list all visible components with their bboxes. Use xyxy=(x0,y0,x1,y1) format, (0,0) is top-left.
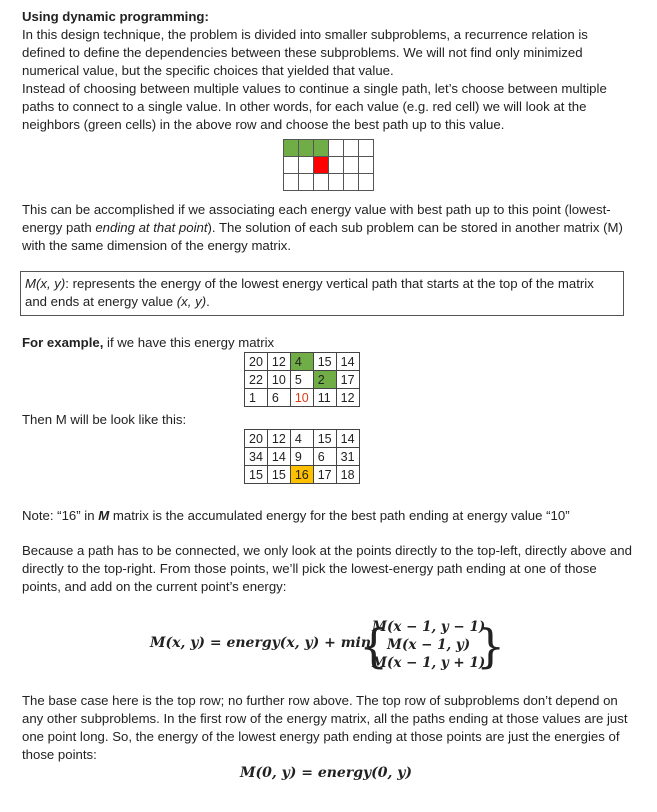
m-cell: 16 xyxy=(290,466,313,484)
definition-end: . xyxy=(206,294,210,309)
energy-cell: 6 xyxy=(267,389,290,407)
intro-paragraph xyxy=(22,26,634,134)
target-cell xyxy=(314,157,329,174)
energy-cell: 12 xyxy=(267,353,290,371)
para2-emphasis: ending at that point xyxy=(95,220,208,235)
m-matrix-intro: Then M will be look like this: xyxy=(22,412,187,427)
grid-cell xyxy=(359,174,374,191)
grid-row xyxy=(284,174,374,191)
m-cell: 18 xyxy=(336,466,359,484)
definition-text: : represents the energy of the lowest energy vertical path that starts at the top of the matrix and ends at energy value xyxy=(25,276,594,309)
left-brace: { xyxy=(359,619,389,673)
energy-cell: 10 xyxy=(290,389,313,407)
grid-cell xyxy=(314,174,329,191)
m-cell: 15 xyxy=(313,430,336,448)
neighbor-cell xyxy=(314,140,329,157)
energy-cell: 2 xyxy=(313,371,336,389)
energy-cell: 12 xyxy=(336,389,359,407)
neighbor-cell xyxy=(299,140,314,157)
paragraph-neighbors: Because a path has to be connected, we only look at the points directly to the top-left, directly above and directly to the top-right. From those points, we’ll pick the lowest-energy path ending at one of those points, and add on the current point’s energy: xyxy=(22,543,632,594)
m-cell: 34 xyxy=(245,448,268,466)
para2-text-a: This can be accomplished if we associating each energy value with best path up to this point (lowest-energy path xyxy=(22,202,611,235)
m-matrix xyxy=(244,429,360,484)
example-bold: For example, xyxy=(22,335,104,350)
m-cell: 14 xyxy=(336,430,359,448)
para2-text-b: ). The solution of each sub problem can be stored in another matrix (M) with the same dimension of the energy matrix. xyxy=(22,220,623,253)
grid-cell xyxy=(329,157,344,174)
m-cell: 15 xyxy=(245,466,268,484)
paragraph-path-storage xyxy=(22,201,634,255)
m-row xyxy=(245,466,360,484)
energy-row xyxy=(245,389,360,407)
energy-row xyxy=(245,371,360,389)
grid-row xyxy=(284,140,374,157)
grid-cell xyxy=(284,157,299,174)
formula-case-3: M(x − 1, y + 1) xyxy=(372,655,486,671)
energy-cell: 5 xyxy=(290,371,313,389)
intro-sentence-2: Instead of choosing between multiple values to continue a single path, let’s choose between multiple paths to connect to a single value. In other words, for each value (e.g. red cell) we will look at the neighbors (green cells) in the above row and choose the best path up to this value. xyxy=(22,81,607,132)
grid-cell xyxy=(344,157,359,174)
m-row xyxy=(245,430,360,448)
right-brace: } xyxy=(476,619,506,673)
energy-cell: 1 xyxy=(245,389,268,407)
note-paragraph xyxy=(22,507,634,525)
energy-matrix xyxy=(244,352,360,407)
energy-cell: 14 xyxy=(336,353,359,371)
m-cell: 20 xyxy=(245,430,268,448)
formula-lhs: M(x, y) = energy(x, y) + min xyxy=(150,635,372,651)
m-cell: 9 xyxy=(290,448,313,466)
recurrence-formula xyxy=(150,618,510,674)
intro-sentence-1: In this design technique, the problem is divided into smaller subproblems, a recurrence relation is defined to define the dependencies between these subproblems. We will not find only minimized numerical value, but the specific choices that yielded that value. xyxy=(22,27,588,78)
grid-cell xyxy=(329,174,344,191)
formula-cases xyxy=(372,618,485,672)
definition-term: M(x, y) xyxy=(25,276,66,291)
m-cell: 15 xyxy=(267,466,290,484)
grid-cell xyxy=(359,140,374,157)
base-case-formula: M(0, y) = energy(0, y) xyxy=(240,765,413,781)
neighbor-cell xyxy=(284,140,299,157)
grid-row xyxy=(284,157,374,174)
m-cell: 12 xyxy=(267,430,290,448)
grid-cell xyxy=(284,174,299,191)
m-cell: 4 xyxy=(290,430,313,448)
energy-cell: 17 xyxy=(336,371,359,389)
definition-box xyxy=(20,271,624,316)
m-cell: 6 xyxy=(313,448,336,466)
m-row xyxy=(245,448,360,466)
energy-row xyxy=(245,353,360,371)
section-heading: Using dynamic programming: xyxy=(22,9,209,24)
energy-cell: 11 xyxy=(313,389,336,407)
grid-cell xyxy=(329,140,344,157)
definition-coord: (x, y) xyxy=(176,294,207,309)
example-rest: if we have this energy matrix xyxy=(103,335,275,350)
m-cell: 31 xyxy=(336,448,359,466)
formula-case-1: M(x − 1, y − 1) xyxy=(372,619,486,635)
example-intro xyxy=(22,334,634,352)
paragraph-base-case: The base case here is the top row; no further row above. The top row of subproblems don’t depend on any other subproblems. In the first row of the energy matrix, all the paths ending at those values are just one point long. So, the energy of the lowest energy path ending at those points are just the energies of those points: xyxy=(22,693,628,762)
energy-cell: 22 xyxy=(245,371,268,389)
energy-cell: 20 xyxy=(245,353,268,371)
grid-cell xyxy=(344,174,359,191)
energy-cell: 4 xyxy=(290,353,313,371)
note-m: M xyxy=(98,508,110,523)
energy-cell: 15 xyxy=(313,353,336,371)
illustration-grid xyxy=(283,139,374,191)
energy-cell: 10 xyxy=(267,371,290,389)
grid-cell xyxy=(344,140,359,157)
note-text-a: Note: “16” in xyxy=(22,508,99,523)
note-text-b: matrix is the accumulated energy for the best path ending at energy value “10” xyxy=(109,508,570,523)
m-cell: 14 xyxy=(267,448,290,466)
grid-cell xyxy=(359,157,374,174)
grid-cell xyxy=(299,174,314,191)
m-cell: 17 xyxy=(313,466,336,484)
grid-cell xyxy=(299,157,314,174)
formula-case-2: M(x − 1, y) xyxy=(387,637,471,653)
